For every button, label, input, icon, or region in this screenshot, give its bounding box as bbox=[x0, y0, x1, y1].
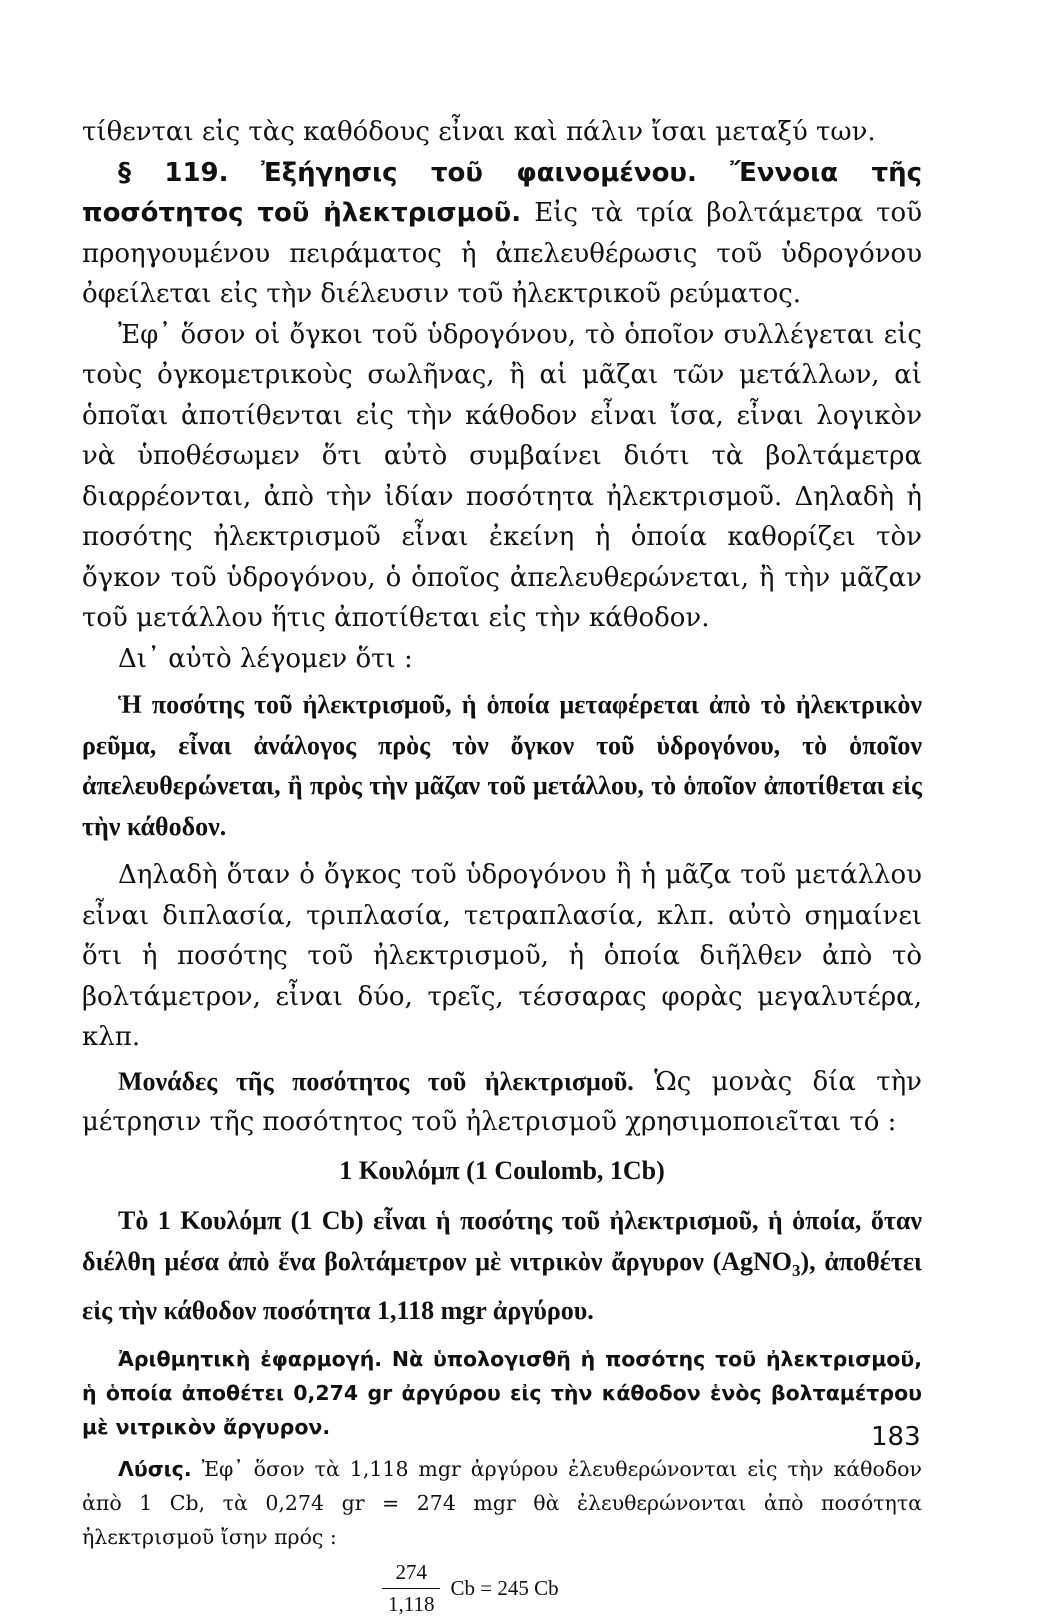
solution-paragraph bbox=[82, 1452, 922, 1554]
definition-after: ), ἀποθέτει εἰς τὴν κάθοδον ποσότητα 1,118 mgr ἀργύρου. bbox=[82, 1246, 922, 1326]
paragraph-proportional: Δηλαδὴ ὅταν ὁ ὄγκος τοῦ ὑδρογόνου ἢ ἡ μᾶζα τοῦ μετάλλου εἶναι διπλασία, τριπλασία, τετραπλασία, κλπ. αὐτὸ σημαίνει ὅτι ἡ ποσότης τοῦ ἠλεκτρισμοῦ, ἡ ὁποία διῆλθεν ἀπὸ τὸ βολτάμετρον, εἶναι δύο, τρεῖς, τέσσαρας φορὰς μεγαλυτέρα, κλπ. bbox=[82, 860, 922, 1052]
page-number: 183 bbox=[871, 1422, 921, 1452]
units-paragraph bbox=[82, 1062, 922, 1143]
definition-before: Τὸ 1 Κουλόμπ (1 Cb) εἶναι ἡ ποσότης τοῦ ἠλεκτρισμοῦ, ἡ ὁποία, ὅταν διέλθη μέσα ἀπὸ ἕνα βολτάμετρον μὲ νιτρικὸν ἄργυρον (AgNO bbox=[82, 1206, 922, 1276]
text-line-top: τίθενται εἰς τὰς καθόδους εἶναι καὶ πάλιν ἴσαι μεταξύ των. bbox=[82, 117, 876, 147]
coulomb-definition bbox=[82, 1201, 922, 1332]
exercise-heading: Ἀριθμητικὴ ἐφαρμογή. bbox=[118, 1346, 383, 1371]
exercise-text: Νὰ ὑπολογισθῆ ἡ ποσότης τοῦ ἠλεκτρισμοῦ, ἡ ὁποία ἀποθέτει 0,274 gr ἀργύρου εἰς τὴν κάθοδον ἑνὸς βολταμέτρου μὲ νιτρικὸν ἄργυρον. bbox=[82, 1346, 922, 1439]
solution-text: Ἐφ᾽ ὅσον τὰ 1,118 mgr ἀργύρου ἐλευθερώνονται εἰς τὴν κάθοδον ἀπὸ 1 Cb, τὰ 0,274 gr = 274 mgr θὰ ἐλευθερώνονται ἀπὸ ποσότητα ἠλεκτρισμοῦ ἴσην πρός : bbox=[82, 1456, 922, 1549]
units-text: Ὡς μονὰς δία τὴν μέτρησιν τῆς ποσότητος τοῦ ἠλετρισμοῦ χρησιμοποιεῖται τό : bbox=[82, 1066, 922, 1137]
section-text: Εἰς τὰ τρία βολτάμετρα τοῦ προηγουμένου πειράματος ἡ ἀπελευθέρωσις τοῦ ὑδρογόνου ὀφείλεται εἰς τὴν διέλευσιν τοῦ ἠλεκτρικοῦ ρεύματος. bbox=[82, 198, 923, 309]
unit-coulomb: 1 Κουλόμπ (1 Coulomb, 1Cb) bbox=[339, 1155, 665, 1185]
paragraph-volumes: Ἐφ᾽ ὅσον οἱ ὄγκοι τοῦ ὑδρογόνου, τὸ ὁποῖον συλλέγεται εἰς τοὺς ὀγκομετρικοὺς σωλῆνας, ἢ αἱ μᾶζαι τῶν μετάλλων, αἱ ὁποῖαι ἀποτίθενται εἰς τὴν κάθοδον εἶναι ἴσα, εἶναι λογικὸν νὰ ὑποθέσωμεν ὅτι αὐτὸ συμβαίνει διότι τὰ βολτάμετρα διαρρέονται, ἀπὸ τὴν ἰδίαν ποσότητα ἠλεκτρισμοῦ. Δηλαδὴ ἡ ποσότης ἠλεκτρισμοῦ εἶναι ἐκείνη ἡ ὁποία καθορίζει τὸν ὄγκον τοῦ ὑδρογόνου, ὁ ὁποῖος ἀπελευθερώνεται, ἢ τὴν μᾶζαν τοῦ μετάλλου ἥτις ἀποτίθεται εἰς τὴν κάθοδον. bbox=[82, 319, 922, 633]
formula-fraction bbox=[382, 1560, 440, 1617]
section-heading: Ἐξήγησις τοῦ φαινομένου. Ἔννοια τῆς ποσότητος τοῦ ἠλεκτρισμοῦ. bbox=[82, 157, 922, 228]
section-number: § 119. bbox=[118, 157, 229, 188]
units-heading: Μονάδες τῆς ποσότητος τοῦ ἠλεκτρισμοῦ. bbox=[118, 1066, 634, 1096]
section-119 bbox=[82, 153, 922, 315]
formula-result: Cb = 245 Cb bbox=[450, 1575, 559, 1600]
definition-subscript: 3 bbox=[792, 1260, 801, 1280]
paragraph-intro-law: Δι᾽ αὐτὸ λέγομεν ὅτι : bbox=[118, 643, 413, 674]
solution-heading: Λύσις. bbox=[118, 1456, 192, 1481]
formula bbox=[382, 1560, 922, 1617]
formula-denominator: 1,118 bbox=[382, 1588, 440, 1617]
page-body bbox=[82, 112, 922, 1617]
law-statement: Ἡ ποσότης τοῦ ἠλεκτρισμοῦ, ἡ ὁποία μεταφέρεται ἀπὸ τὸ ἠλεκτρικὸν ρεῦμα, εἶναι ἀνάλογος πρὸς τὸν ὄγκον τοῦ ὑδρογόνου, τὸ ὁποῖον ἀπελευθερώνεται, ἢ πρὸς τὴν μᾶζαν τοῦ μετάλλου, τὸ ὁποῖον ἀποτίθεται εἰς τὴν κάθοδον. bbox=[82, 690, 922, 841]
formula-numerator: 274 bbox=[395, 1559, 427, 1584]
exercise-paragraph bbox=[82, 1342, 922, 1444]
